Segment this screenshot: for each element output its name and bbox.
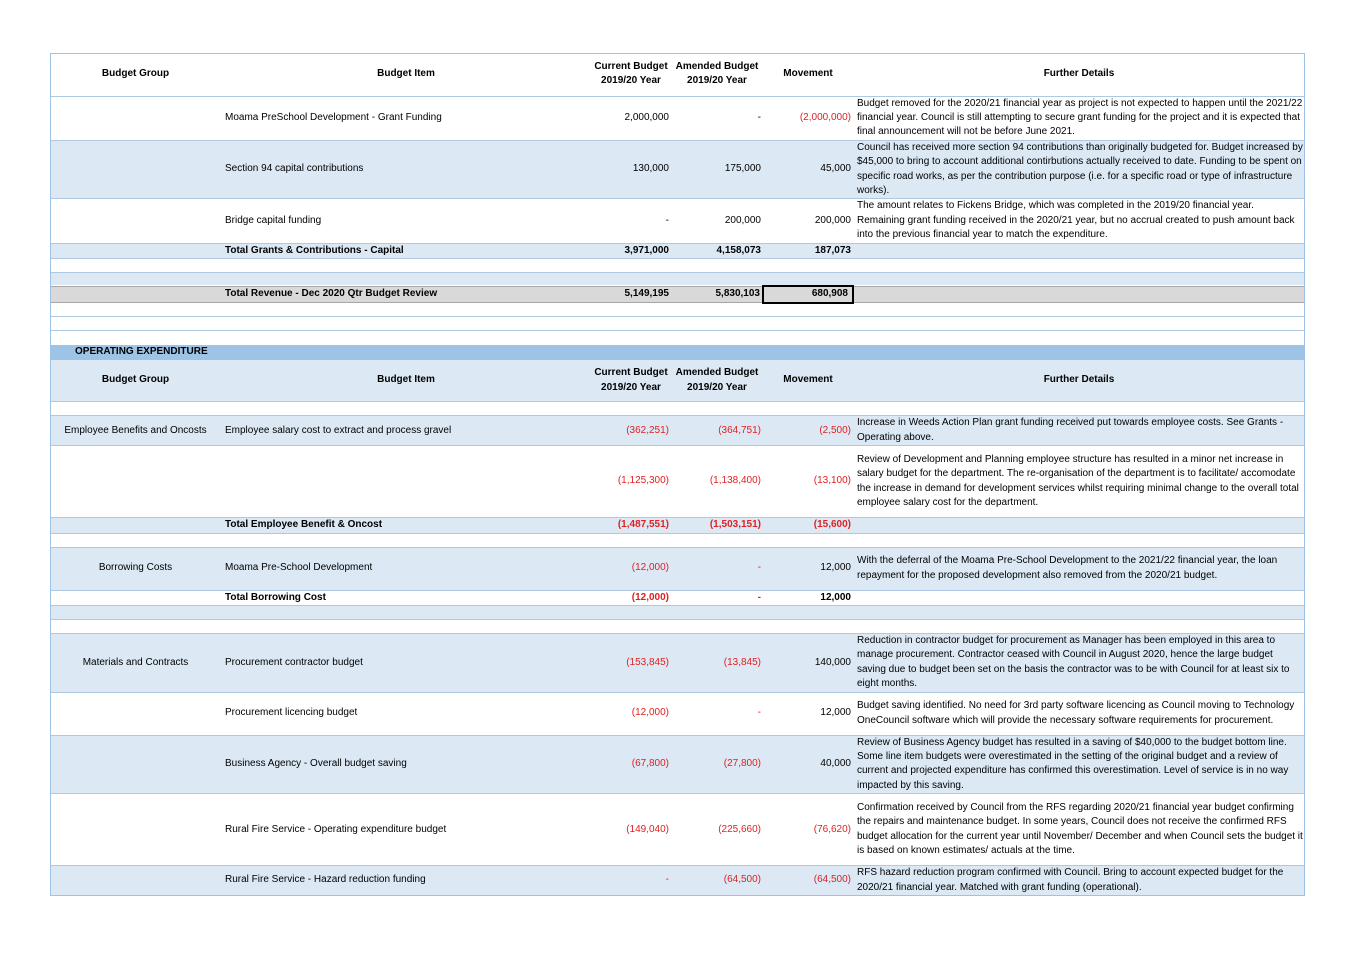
cell-current: (149,040) — [591, 794, 671, 866]
total-row-borrowing — [50, 590, 1305, 605]
table-row — [50, 692, 1305, 735]
cell-movement: (13,100) — [763, 446, 853, 518]
section-header-operating-expenditure — [50, 345, 1305, 360]
total-movement: 12,000 — [763, 590, 853, 605]
header-budget-item: Budget Item — [221, 360, 591, 402]
cell-amended: - — [671, 96, 763, 140]
cell-amended: (13,845) — [671, 634, 763, 693]
cell-movement: 200,000 — [763, 199, 853, 243]
table-row — [50, 96, 1305, 140]
cell-movement: (2,000,000) — [763, 96, 853, 140]
table-row — [50, 446, 1305, 518]
table-row — [50, 199, 1305, 243]
total-current: (12,000) — [591, 590, 671, 605]
header-amended-budget: Amended Budget 2019/20 Year — [671, 53, 763, 96]
cell-movement: 45,000 — [763, 140, 853, 199]
cell-amended: (64,500) — [671, 866, 763, 896]
cell-group — [50, 96, 221, 140]
cell-current: (362,251) — [591, 416, 671, 446]
cell-amended: (27,800) — [671, 735, 763, 794]
cell-item: Bridge capital funding — [221, 199, 591, 243]
total-revenue-label: Total Revenue - Dec 2020 Qtr Budget Review — [221, 286, 591, 302]
cell-group — [50, 866, 221, 896]
header-current-budget: Current Budget 2019/20 Year — [591, 360, 671, 402]
cell-current: - — [591, 866, 671, 896]
table-row — [50, 140, 1305, 199]
cell-movement: (76,620) — [763, 794, 853, 866]
total-movement: (15,600) — [763, 518, 853, 533]
spacer-row — [50, 317, 1305, 331]
cell-amended: 175,000 — [671, 140, 763, 199]
total-current: 3,971,000 — [591, 243, 671, 258]
total-label: Total Employee Benefit & Oncost — [221, 518, 591, 533]
cell-current: (67,800) — [591, 735, 671, 794]
table-row — [50, 794, 1305, 866]
cell-item: Rural Fire Service - Operating expenditure budget — [221, 794, 591, 866]
total-row-employee — [50, 518, 1305, 533]
cell-movement: (64,500) — [763, 866, 853, 896]
cell-details: With the deferral of the Moama Pre-School Development to the 2021/22 financial year, the loan repayment for the proposed development also removed from the 2020/21 budget. — [853, 547, 1305, 590]
spacer-row — [50, 331, 1305, 345]
header-movement: Movement — [763, 53, 853, 96]
table-row — [50, 735, 1305, 794]
cell-item: Moama Pre-School Development — [221, 547, 591, 590]
cell-movement: 140,000 — [763, 634, 853, 693]
cell-details: Review of Development and Planning employee structure has resulted in a minor net increase in salary budget for the department. The re-organisation of the department is to facilitate/ accomodate the increase in demand for development services whilst requiring minimal change to the overall total employee salary cost for the department. — [853, 446, 1305, 518]
header-budget-group: Budget Group — [50, 360, 221, 402]
header-budget-group: Budget Group — [50, 53, 221, 96]
column-header-row — [50, 53, 1305, 96]
cell-item: Business Agency - Overall budget saving — [221, 735, 591, 794]
cell-item — [221, 446, 591, 518]
total-amended: - — [671, 590, 763, 605]
cell-details: Increase in Weeds Action Plan grant funding received put towards employee costs. See Grants - Operating above. — [853, 416, 1305, 446]
cell-details: Budget saving identified. No need for 3rd party software licencing as Council moving to Technology OneCouncil software which will provide the necessary software requirements for procurement. — [853, 692, 1305, 735]
cell-movement: 12,000 — [763, 547, 853, 590]
cell-details: Reduction in contractor budget for procurement as Manager has been employed in this area to manage procurement. Contractor ceased with Council in August 2020, hence the large budget saving due to budget been set on the basis the contractor was to be with Council for at least six to eight months. — [853, 634, 1305, 693]
cell-details: Confirmation received by Council from the RFS regarding 2020/21 financial year budget confirming the repairs and maintenance budget. In some years, Council does not receive the confirmed RFS budget allocation for the current year until November/ December and when Council sets the budget it is based on known estimates/ actuals at the time. — [853, 794, 1305, 866]
total-amended: (1,503,151) — [671, 518, 763, 533]
cell-current: (12,000) — [591, 547, 671, 590]
cell-item: Employee salary cost to extract and process gravel — [221, 416, 591, 446]
total-movement: 187,073 — [763, 243, 853, 258]
cell-details: Budget removed for the 2020/21 financial year as project is not expected to happen until the 2021/22 financial year. Council is still attempting to secure grant funding for the project and it is expected that final announcement will not be before June 2021. — [853, 96, 1305, 140]
cell-group — [50, 794, 221, 866]
table-row — [50, 634, 1305, 693]
total-row-grants — [50, 243, 1305, 258]
cell-item: Section 94 capital contributions — [221, 140, 591, 199]
total-revenue-row — [50, 286, 1305, 302]
column-header-row — [50, 360, 1305, 402]
cell-amended: - — [671, 547, 763, 590]
total-current: (1,487,551) — [591, 518, 671, 533]
cell-amended: 200,000 — [671, 199, 763, 243]
budget-table — [50, 53, 1305, 896]
total-revenue-current: 5,149,195 — [591, 286, 671, 302]
cell-item: Moama PreSchool Development - Grant Funding — [221, 96, 591, 140]
table-row — [50, 866, 1305, 896]
spacer-row — [50, 402, 1305, 416]
cell-details: Review of Business Agency budget has resulted in a saving of $40,000 to the budget bottom line. Some line item budgets were overestimated in the setting of the original budget and a review of current and projected expenditure has confirmed this overestimation. Level of service is in no way impacted by this saving. — [853, 735, 1305, 794]
cell-group — [50, 735, 221, 794]
spacer-row — [50, 606, 1305, 620]
cell-amended: (225,660) — [671, 794, 763, 866]
cell-amended: - — [671, 692, 763, 735]
total-label: Total Borrowing Cost — [221, 590, 591, 605]
cell-current: (12,000) — [591, 692, 671, 735]
cell-details: RFS hazard reduction program confirmed with Council. Bring to account expected budget for the 2020/21 financial year. Matched with grant funding (operational). — [853, 866, 1305, 896]
cell-item: Procurement licencing budget — [221, 692, 591, 735]
total-revenue-movement: 680,908 — [763, 286, 853, 302]
cell-item: Rural Fire Service - Hazard reduction funding — [221, 866, 591, 896]
cell-details: Council has received more section 94 contributions than originally budgeted for. Budget increased by $45,000 to bring to account additional contirbutions actually received to date. Funding to be spent on specific road works, as per the contribution purpose (i.e. for a specific road or type of infrastructure works). — [853, 140, 1305, 199]
table-row — [50, 547, 1305, 590]
cell-current: - — [591, 199, 671, 243]
cell-group: Materials and Contracts — [50, 634, 221, 693]
budget-review-sheet — [50, 53, 1305, 896]
cell-movement: 40,000 — [763, 735, 853, 794]
header-current-budget: Current Budget 2019/20 Year — [591, 53, 671, 96]
cell-group: Employee Benefits and Oncosts — [50, 416, 221, 446]
cell-group: Borrowing Costs — [50, 547, 221, 590]
section-title: OPERATING EXPENDITURE — [50, 345, 1305, 360]
cell-group — [50, 199, 221, 243]
cell-group — [50, 140, 221, 199]
cell-amended: (364,751) — [671, 416, 763, 446]
cell-movement: (2,500) — [763, 416, 853, 446]
total-label: Total Grants & Contributions - Capital — [221, 243, 591, 258]
header-amended-budget: Amended Budget 2019/20 Year — [671, 360, 763, 402]
cell-current: (1,125,300) — [591, 446, 671, 518]
cell-movement: 12,000 — [763, 692, 853, 735]
total-amended: 4,158,073 — [671, 243, 763, 258]
spacer-row — [50, 620, 1305, 634]
cell-details: The amount relates to Fickens Bridge, which was completed in the 2019/20 financial year. Remaining grant funding received in the 2020/21 year, but no accrual created to push amount back into the previous financial year to match the expenditure. — [853, 199, 1305, 243]
cell-current: 130,000 — [591, 140, 671, 199]
cell-group — [50, 446, 221, 518]
header-further-details: Further Details — [853, 360, 1305, 402]
header-budget-item: Budget Item — [221, 53, 591, 96]
cell-amended: (1,138,400) — [671, 446, 763, 518]
header-movement: Movement — [763, 360, 853, 402]
cell-item: Procurement contractor budget — [221, 634, 591, 693]
spacer-row — [50, 533, 1305, 547]
spacer-row — [50, 272, 1305, 286]
spacer-row — [50, 258, 1305, 272]
cell-current: 2,000,000 — [591, 96, 671, 140]
cell-group — [50, 692, 221, 735]
spacer-row — [50, 303, 1305, 317]
header-further-details: Further Details — [853, 53, 1305, 96]
table-row — [50, 416, 1305, 446]
cell-current: (153,845) — [591, 634, 671, 693]
total-revenue-amended: 5,830,103 — [671, 286, 763, 302]
